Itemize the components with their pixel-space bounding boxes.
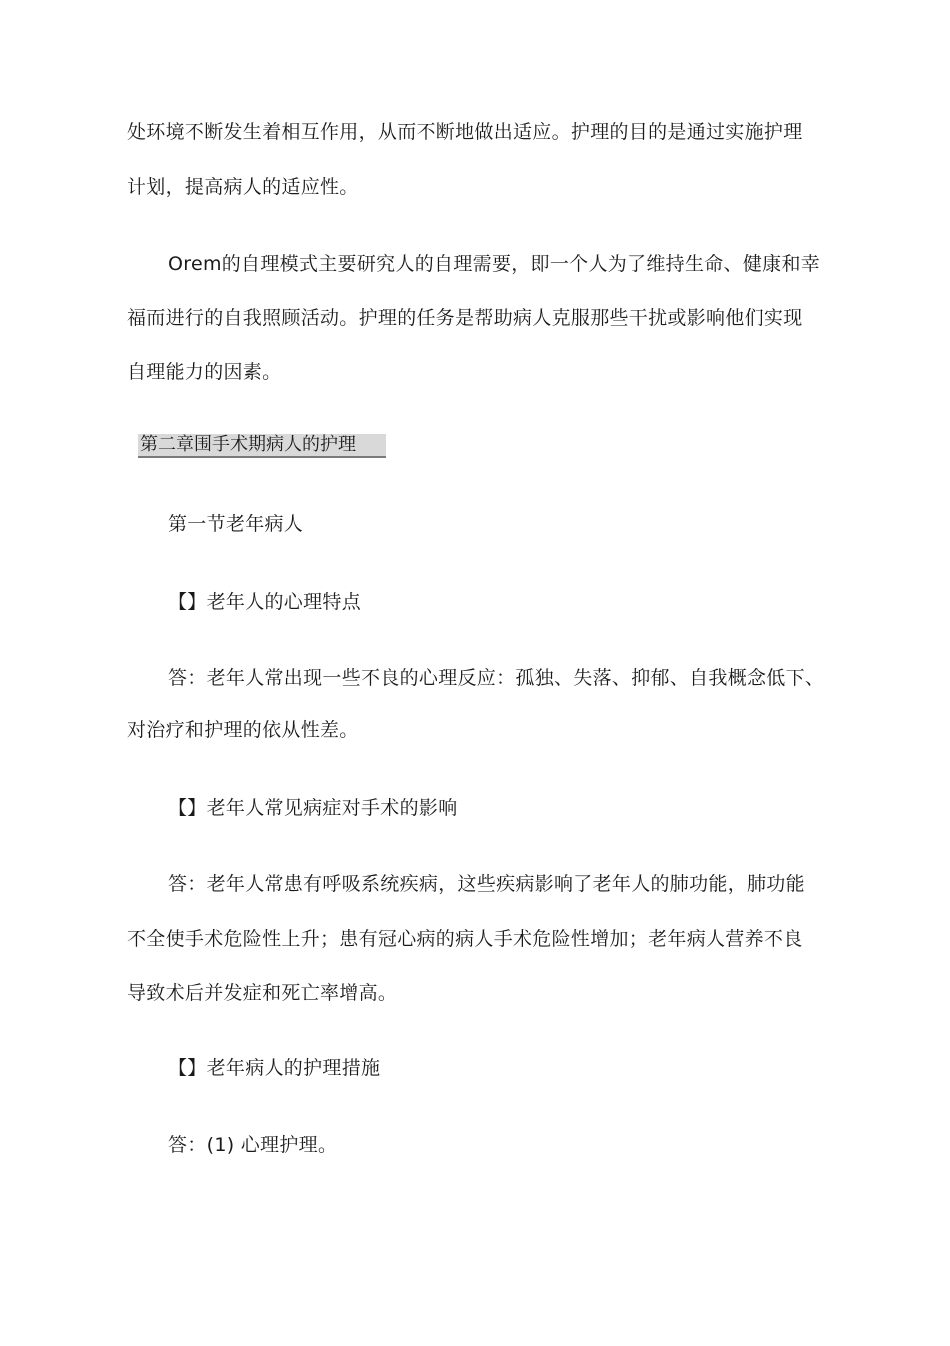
question-heading: 【】老年病人的护理措施 <box>168 1057 381 1079</box>
question-heading: 【】老年人常见病症对手术的影响 <box>168 797 458 819</box>
answer-line: 答：老年人常患有呼吸系统疾病，这些疾病影响了老年人的肺功能，肺功能 <box>168 873 805 895</box>
paragraph-line: 福而进行的自我照顾活动。护理的任务是帮助病人克服那些干扰或影响他们实现 <box>127 307 803 329</box>
paragraph-line: 计划，提高病人的适应性。 <box>127 176 359 198</box>
answer-line: 导致术后并发症和死亡率增高。 <box>127 982 398 1004</box>
answer-line: 不全使手术危险性上升；患有冠心病的病人手术危险性增加；老年病人营养不良 <box>127 928 803 950</box>
chapter-heading: 第二章围手术期病人的护理 <box>138 434 386 458</box>
answer-line: 答：老年人常出现一些不良的心理反应：孤独、失落、抑郁、自我概念低下、 <box>168 667 825 689</box>
paragraph-line: Orem的自理模式主要研究人的自理需要，即一个人为了维持生命、健康和幸 <box>168 253 821 275</box>
question-heading: 【】老年人的心理特点 <box>168 591 362 613</box>
answer-line: 答：(1) 心理护理。 <box>168 1134 338 1156</box>
section-heading: 第一节老年病人 <box>168 513 304 535</box>
paragraph-line: 处环境不断发生着相互作用，从而不断地做出适应。护理的目的是通过实施护理 <box>127 121 803 143</box>
paragraph-line: 自理能力的因素。 <box>127 361 282 383</box>
answer-line: 对治疗和护理的依从性差。 <box>127 719 359 741</box>
